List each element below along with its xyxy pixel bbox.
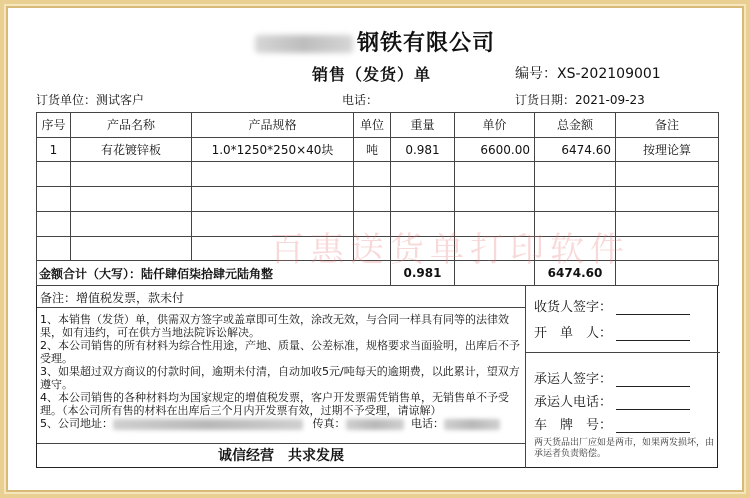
divider — [526, 352, 720, 353]
table-row — [37, 187, 719, 212]
cell: 吨 — [354, 137, 391, 162]
signature-line — [616, 386, 690, 387]
cell: 6474.60 — [535, 137, 616, 162]
signature-line — [616, 314, 690, 315]
receiver-sign-row — [534, 296, 690, 315]
total-weight: 0.981 — [391, 261, 455, 286]
company-name: 钢铁有限公司 — [356, 31, 495, 56]
total-blank — [616, 261, 719, 286]
customer-field — [36, 91, 144, 108]
date-value: 2021-09-23 — [575, 93, 645, 107]
total-amount: 6474.60 — [535, 261, 616, 286]
cell: 0.981 — [391, 137, 455, 162]
doc-number — [515, 63, 661, 83]
signature-panel — [525, 286, 719, 468]
receiver-sign-label: 收货人签字： — [534, 300, 613, 315]
table-row — [37, 137, 719, 162]
lower-section — [36, 286, 718, 468]
date-label: 订货日期： — [515, 93, 576, 107]
redacted-phone — [444, 419, 500, 430]
col-header: 序号 — [37, 113, 71, 138]
total-label: 金额合计（大写）：陆仟肆佰柒拾肆元陆角整 — [37, 261, 391, 286]
redacted-fax — [346, 419, 404, 430]
cell: 有花镀锌板 — [71, 137, 192, 162]
phone-label: 电话： — [342, 93, 379, 107]
watermark: 百惠送货单打印软件 — [270, 230, 630, 270]
address-line — [40, 417, 522, 430]
redacted-company-prefix — [255, 35, 353, 53]
issuer-label: 开 单 人： — [534, 326, 613, 341]
col-header: 备注 — [616, 113, 719, 138]
address-label: 5、公司地址： — [40, 417, 113, 430]
term-item: 4、本公司销售的各种材料均为国家规定的增值税发票，客户开发票需凭销售单，无销售单不予受理。（本公司所有售的材料在出库后三个月内开发票有效，过期不予受理，请谅解） — [40, 391, 509, 417]
col-header: 重量 — [391, 113, 455, 138]
cell: 按理论算 — [616, 137, 719, 162]
col-header: 总金额 — [535, 113, 616, 138]
customer-value: 测试客户 — [96, 93, 145, 107]
col-header: 单位 — [354, 113, 391, 138]
terms-block — [37, 309, 525, 443]
carrier-sign-label: 承运人签字： — [534, 372, 613, 387]
company-header — [0, 26, 750, 57]
carrier-sign-row — [534, 368, 690, 387]
carrier-phone-row — [534, 391, 690, 410]
table-row — [37, 162, 719, 187]
fax-label: 传真： — [312, 417, 346, 430]
cell: 6600.00 — [455, 137, 535, 162]
col-header: 单价 — [455, 113, 535, 138]
carrier-phone-label: 承运人电话： — [534, 395, 613, 410]
phone-field — [342, 91, 378, 108]
plate-label: 车 牌 号： — [534, 418, 613, 433]
slogan: 诚信经营 共求发展 — [37, 443, 525, 468]
col-header: 产品名称 — [71, 113, 192, 138]
remark: 备注：增值税发票，款未付 — [37, 286, 525, 308]
term-item: 2、本公司销售的所有材料为综合性用途，产地、质量、公差标准，规格要求当面验明，出库后不予受理。 — [40, 339, 520, 365]
cell: 1.0*1250*250×40块 — [192, 137, 354, 162]
signature-line — [616, 340, 690, 341]
carrier-note: 两天货品出厂应如是两市，如果两发损坏，由承运者负责赔偿。 — [534, 438, 715, 459]
doc-number-label: 编号： — [515, 66, 557, 82]
signature-line — [616, 409, 690, 410]
date-field — [515, 91, 645, 108]
customer-label: 订货单位： — [36, 93, 97, 107]
doc-title: 销售（发货）单 — [312, 65, 432, 84]
doc-number-value: XS-202109001 — [557, 66, 661, 82]
table-header — [37, 113, 719, 138]
signature-line — [616, 432, 690, 433]
redacted-address — [113, 419, 303, 430]
cell: 1 — [37, 137, 71, 162]
contact-phone-label: 电话： — [411, 417, 444, 430]
term-item: 1、本销售（发货）单，供需双方签字或盖章即可生效，涂改无效，与合同一样具有同等的法律效果，如有违约，可在供方当地法院诉讼解决。 — [40, 313, 509, 339]
plate-row — [534, 414, 690, 433]
issuer-row — [534, 322, 690, 341]
term-item: 3、如果超过双方商议的付款时间，逾期未付清，自动加收5元/吨每天的逾期费，以此累计，望双方遵守。 — [40, 365, 520, 391]
col-header: 产品规格 — [192, 113, 354, 138]
